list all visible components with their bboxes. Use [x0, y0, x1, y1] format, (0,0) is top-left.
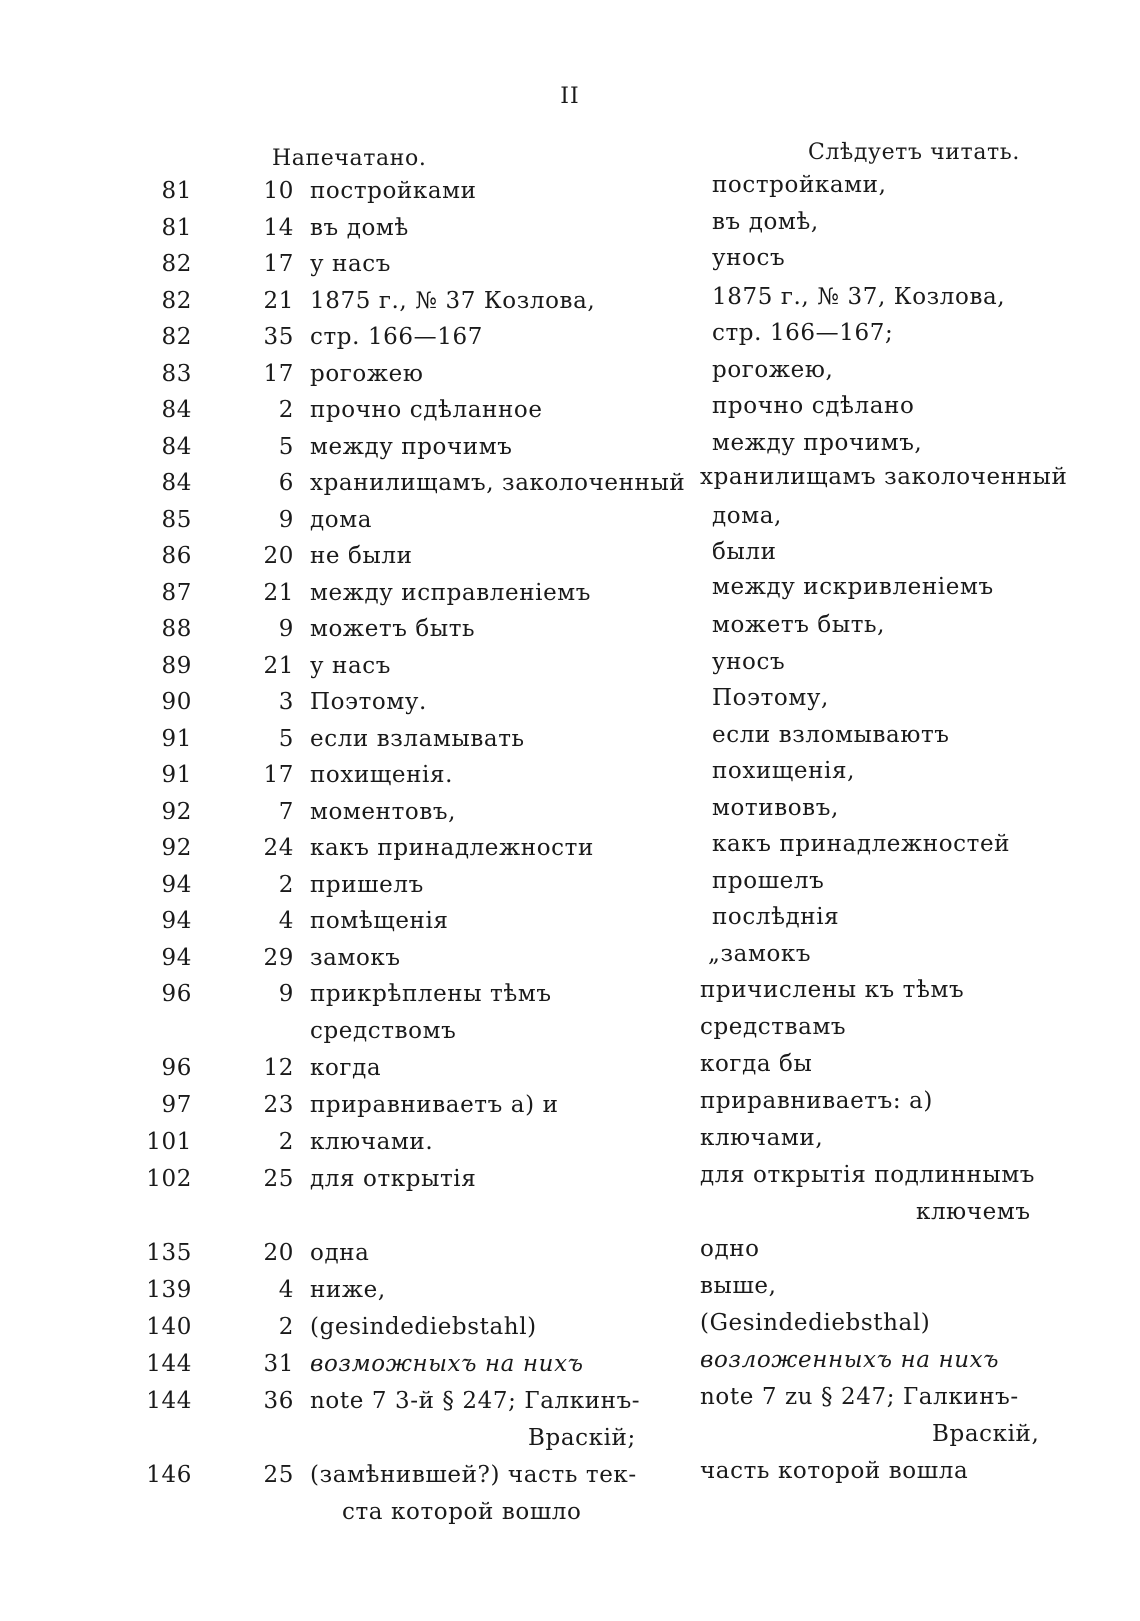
page-ref: 146 — [146, 1462, 192, 1488]
correct-text: какъ принадлежностей — [712, 831, 1011, 857]
line-ref: 29 — [263, 944, 294, 971]
errata-row — [0, 573, 1140, 617]
page-ref: 92 — [161, 798, 192, 825]
page-ref: 84 — [161, 433, 192, 460]
line-ref: 25 — [263, 1166, 294, 1192]
page-ref: 86 — [161, 543, 192, 569]
printed-text: (gesindediebstahl) — [310, 1314, 537, 1340]
printed-text: у насъ — [310, 652, 392, 679]
line-ref: 12 — [263, 1055, 294, 1081]
page-ref: 84 — [161, 470, 192, 496]
correct-text: между прочимъ, — [712, 429, 923, 456]
printed-text: ста которой вошло — [342, 1499, 582, 1525]
printed-text: хранилищамъ, заколоченный — [310, 470, 686, 496]
line-ref: 21 — [263, 287, 294, 314]
errata-row — [0, 1499, 1140, 1536]
errata-row — [0, 977, 1140, 1018]
correct-text: одно — [700, 1236, 760, 1262]
correct-text: Поэтому, — [712, 685, 829, 711]
line-ref: 20 — [263, 543, 294, 569]
errata-row — [0, 1310, 1140, 1351]
printed-text: помѣщенія — [310, 908, 449, 934]
line-ref: 9 — [278, 616, 294, 642]
page-ref: 135 — [146, 1240, 192, 1266]
printed-text: замокъ — [310, 944, 401, 971]
printed-text: Враскій; — [528, 1425, 636, 1451]
errata-row — [0, 208, 1140, 252]
page-ref: 83 — [161, 360, 192, 387]
errata-row — [0, 794, 1140, 836]
correct-text: послѣднія — [712, 904, 840, 930]
line-ref: 17 — [263, 762, 294, 788]
page-ref: 101 — [146, 1129, 192, 1155]
printed-text: Поэтому. — [310, 689, 427, 715]
correct-text: рогожею, — [712, 356, 834, 383]
line-ref: 36 — [263, 1388, 294, 1414]
printed-text: приравниваетъ а) и — [310, 1092, 559, 1118]
line-ref: 10 — [263, 178, 294, 204]
correct-text: когда бы — [700, 1051, 813, 1077]
errata-row — [0, 393, 1140, 434]
errata-row — [0, 1458, 1140, 1499]
correct-text: причислены къ тѣмъ — [700, 977, 965, 1003]
errata-row — [0, 721, 1140, 763]
line-ref: 17 — [263, 251, 294, 277]
correct-text: прошелъ — [712, 867, 825, 894]
errata-row — [0, 1051, 1140, 1092]
line-ref: 9 — [278, 981, 294, 1007]
errata-row — [0, 356, 1140, 398]
errata-row — [0, 1199, 1140, 1240]
page-ref: 87 — [161, 579, 192, 606]
page-ref: 144 — [146, 1351, 192, 1377]
errata-row — [0, 1384, 1140, 1425]
printed-text: постройками — [310, 178, 477, 204]
page-ref: 88 — [161, 616, 192, 642]
line-ref: 6 — [278, 470, 294, 496]
page-ref: 94 — [161, 944, 192, 971]
errata-row — [0, 464, 1140, 507]
page-ref: 84 — [161, 397, 192, 423]
line-ref: 23 — [263, 1092, 294, 1118]
printed-text: стр. 166—167 — [310, 324, 483, 350]
line-ref: 2 — [278, 1314, 294, 1340]
errata-row — [0, 758, 1140, 799]
printed-text: если взламывать — [310, 725, 525, 752]
correct-text: уносъ — [712, 648, 786, 675]
correct-text: постройками, — [712, 172, 887, 198]
page-ref: 81 — [161, 178, 192, 204]
correct-text: приравниваетъ: а) — [700, 1088, 934, 1114]
errata-row — [0, 648, 1140, 690]
correct-text: стр. 166—167; — [712, 320, 894, 346]
errata-row — [0, 320, 1140, 361]
errata-row — [0, 1125, 1140, 1166]
column-header-read-as: Слѣдуетъ читать. — [808, 140, 1020, 165]
printed-text: прочно сдѣланное — [310, 397, 543, 423]
correct-text: прочно сдѣлано — [712, 393, 915, 419]
errata-row — [0, 283, 1140, 325]
printed-text: средствомъ — [310, 1018, 457, 1044]
page-ref: 139 — [146, 1277, 192, 1303]
page-ref: 94 — [161, 871, 192, 898]
correct-text: ключемъ — [916, 1199, 1031, 1225]
errata-row — [0, 1236, 1140, 1277]
errata-row — [0, 904, 1140, 945]
printed-text: одна — [310, 1240, 370, 1266]
correct-text: были — [712, 539, 777, 565]
line-ref: 20 — [263, 1240, 294, 1266]
errata-row — [0, 1014, 1140, 1055]
printed-text: въ домѣ — [310, 214, 409, 241]
printed-text: не были — [310, 543, 413, 569]
errata-row — [0, 1421, 1140, 1462]
correct-text: въ домѣ, — [712, 208, 819, 235]
correct-text: ключами, — [700, 1125, 824, 1151]
correct-text: можетъ быть, — [712, 612, 886, 638]
line-ref: 2 — [278, 871, 294, 898]
correct-text: note 7 zu § 247; Галкинъ- — [700, 1384, 1019, 1410]
errata-row — [0, 502, 1140, 544]
errata-row — [0, 1088, 1140, 1129]
page-ref: 140 — [146, 1314, 192, 1340]
printed-text: прикрѣплены тѣмъ — [310, 981, 552, 1007]
line-ref: 17 — [263, 360, 294, 387]
printed-text: моментовъ, — [310, 798, 457, 825]
page-ref: 85 — [161, 506, 192, 533]
correct-text: 1875 г., № 37, Козлова, — [712, 283, 1006, 310]
errata-table — [0, 172, 1140, 1536]
printed-text: пришелъ — [310, 871, 424, 898]
printed-text: когда — [310, 1055, 382, 1081]
line-ref: 2 — [278, 1129, 294, 1155]
line-ref: 7 — [278, 798, 294, 825]
line-ref: 14 — [263, 214, 294, 241]
printed-text: у насъ — [310, 251, 392, 277]
printed-text: между исправленіемъ — [310, 579, 592, 606]
line-ref: 4 — [278, 1277, 294, 1303]
page-ref: 91 — [161, 762, 192, 788]
correct-text: средствамъ — [700, 1014, 847, 1040]
errata-row — [0, 1273, 1140, 1314]
correct-text: для открытія подлиннымъ — [700, 1162, 1036, 1188]
page-ref: 102 — [146, 1166, 192, 1192]
correct-text: между искривленіемъ — [712, 573, 994, 600]
printed-text: (замѣнившей?) часть тек- — [310, 1462, 637, 1488]
page-ref: 81 — [161, 214, 192, 241]
printed-text: note 7 3-й § 247; Галкинъ- — [310, 1388, 641, 1414]
page-ref: 97 — [161, 1092, 192, 1118]
correct-text: дома, — [712, 502, 782, 529]
page-ref: 92 — [161, 835, 192, 861]
line-ref: 21 — [263, 652, 294, 679]
line-ref: 3 — [278, 689, 294, 715]
errata-row — [0, 1347, 1140, 1388]
page-ref: 82 — [161, 287, 192, 314]
errata-row — [0, 867, 1140, 909]
printed-text: рогожею — [310, 360, 424, 387]
line-ref: 25 — [263, 1462, 294, 1488]
correct-text: мотивовъ, — [712, 794, 839, 821]
errata-row — [0, 245, 1140, 288]
page-ref: 89 — [161, 652, 192, 679]
correct-text: если взломываютъ — [712, 721, 950, 748]
page-ref: 90 — [161, 689, 192, 715]
correct-text: похищенія, — [712, 758, 855, 784]
correct-text: часть которой вошла — [700, 1458, 969, 1484]
errata-row — [0, 172, 1140, 215]
errata-row — [0, 831, 1140, 872]
line-ref: 2 — [278, 397, 294, 423]
correct-text: „замокъ — [708, 940, 812, 967]
printed-text: можетъ быть — [310, 616, 476, 642]
correct-text: (Gesindediebsthal) — [700, 1310, 931, 1336]
printed-text: ниже, — [310, 1277, 386, 1303]
errata-row — [0, 1162, 1140, 1203]
line-ref: 31 — [263, 1351, 294, 1377]
page-ref: 96 — [161, 981, 192, 1007]
errata-row — [0, 940, 1140, 982]
page-ref: 91 — [161, 725, 192, 752]
correct-text: хранилищамъ заколоченный — [700, 464, 1068, 490]
column-header-printed: Напечатано. — [272, 146, 427, 171]
printed-text: возможныхъ на нихъ — [310, 1351, 584, 1377]
line-ref: 4 — [278, 908, 294, 934]
correct-text: Враскій, — [932, 1421, 1040, 1447]
printed-text: ключами. — [310, 1129, 434, 1155]
printed-text: между прочимъ — [310, 433, 513, 460]
page-number: II — [560, 84, 580, 109]
line-ref: 21 — [263, 579, 294, 606]
printed-text: дома — [310, 506, 373, 533]
correct-text: уносъ — [712, 245, 786, 271]
printed-text: похищенія. — [310, 762, 453, 788]
line-ref: 5 — [278, 433, 294, 460]
page-ref: 82 — [161, 251, 192, 277]
page-ref: 144 — [146, 1388, 192, 1414]
line-ref: 5 — [278, 725, 294, 752]
correct-text: выше, — [700, 1273, 777, 1299]
line-ref: 35 — [263, 324, 294, 350]
correct-text: возложенныхъ на нихъ — [700, 1347, 1000, 1373]
page-ref: 82 — [161, 324, 192, 350]
errata-row — [0, 685, 1140, 726]
line-ref: 9 — [278, 506, 294, 533]
page-ref: 94 — [161, 908, 192, 934]
printed-text: для открытія — [310, 1166, 477, 1192]
line-ref: 24 — [263, 835, 294, 861]
printed-text: какъ принадлежности — [310, 835, 594, 861]
page-ref: 96 — [161, 1055, 192, 1081]
errata-row — [0, 612, 1140, 653]
printed-text: 1875 г., № 37 Козлова, — [310, 287, 596, 314]
